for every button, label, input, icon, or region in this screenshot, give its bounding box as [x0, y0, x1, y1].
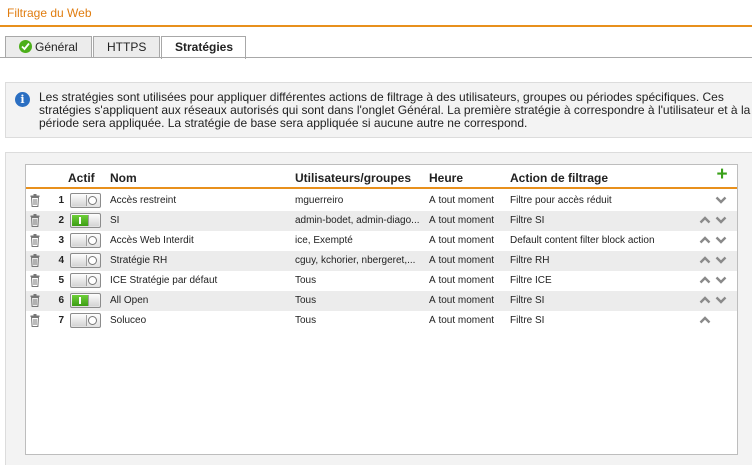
enabled-toggle[interactable]: [70, 273, 101, 288]
table-row[interactable]: [26, 211, 737, 231]
policy-name: Stratégie RH: [110, 255, 168, 266]
policy-users: Tous: [295, 315, 317, 326]
policy-name: SI: [110, 215, 120, 226]
policy-time: À tout moment: [429, 235, 495, 246]
move-up-icon[interactable]: [699, 275, 711, 285]
row-number: 4: [58, 255, 64, 266]
move-down-icon[interactable]: [715, 235, 727, 245]
enabled-toggle[interactable]: [70, 253, 101, 268]
enabled-toggle[interactable]: [70, 313, 101, 328]
tab-strategies-label: Stratégies: [175, 40, 234, 54]
column-header-nom[interactable]: Nom: [110, 171, 137, 185]
policy-time: À tout moment: [429, 195, 495, 206]
policy-time: À tout moment: [429, 275, 495, 286]
move-down-icon[interactable]: [715, 275, 727, 285]
trash-icon[interactable]: [30, 274, 40, 287]
policy-time: À tout moment: [429, 255, 495, 266]
check-circle-icon: [19, 40, 32, 53]
table-row[interactable]: [26, 191, 737, 211]
policy-action: Filtre pour accès réduit: [510, 195, 612, 206]
table-row[interactable]: [26, 231, 737, 251]
trash-icon[interactable]: [30, 194, 40, 207]
policy-name: All Open: [110, 295, 149, 306]
enabled-toggle[interactable]: [70, 213, 101, 228]
info-box: [5, 82, 752, 138]
tabs-divider: [0, 57, 752, 58]
column-header-actif[interactable]: Actif: [68, 171, 95, 185]
page-header: [0, 0, 752, 27]
policy-name: ICE Stratégie par défaut: [110, 275, 218, 286]
policy-name: Soluceo: [110, 315, 147, 326]
trash-icon[interactable]: [30, 214, 40, 227]
policy-name: Accès restreint: [110, 195, 177, 206]
policy-action: Filtre SI: [510, 295, 545, 306]
enabled-toggle[interactable]: [70, 293, 101, 308]
tab-https-label: HTTPS: [107, 40, 147, 54]
info-line: stratégies s'appliquent aux réseaux autorisés qui sont dans l'onglet Général. La première stratégie à correspondre à l'utilisateur et à la: [39, 103, 751, 117]
policy-users: ice, Exempté: [295, 235, 353, 246]
enabled-toggle[interactable]: [70, 233, 101, 248]
page-title: Filtrage du Web: [7, 6, 92, 20]
policy-action: Default content filter block action: [510, 235, 655, 246]
table-row[interactable]: [26, 271, 737, 291]
trash-icon[interactable]: [30, 314, 40, 327]
row-number: 6: [58, 295, 64, 306]
policies-table: [25, 164, 738, 455]
move-down-icon[interactable]: [715, 215, 727, 225]
policy-action: Filtre RH: [510, 255, 550, 266]
policy-users: cguy, kchorier, nbergeret,...: [295, 255, 416, 266]
table-header: [26, 165, 737, 189]
info-icon: i: [15, 92, 30, 107]
table-row[interactable]: [26, 311, 737, 331]
policy-action: Filtre SI: [510, 315, 545, 326]
move-up-icon[interactable]: [699, 255, 711, 265]
tab-general-label: Général: [35, 40, 78, 54]
move-down-icon[interactable]: [715, 295, 727, 305]
column-header-users[interactable]: Utilisateurs/groupes: [295, 171, 412, 185]
tab-https[interactable]: [93, 36, 160, 58]
move-up-icon[interactable]: [699, 315, 711, 325]
policy-action: Filtre SI: [510, 215, 545, 226]
policy-time: À tout moment: [429, 215, 495, 226]
policy-time: À tout moment: [429, 295, 495, 306]
row-number: 7: [58, 315, 64, 326]
policy-users: admin-bodet, admin-diago...: [295, 215, 420, 226]
row-number: 2: [58, 215, 64, 226]
policy-time: À tout moment: [429, 315, 495, 326]
policy-users: Tous: [295, 295, 317, 306]
info-line: période sera appliquée. La stratégie de base sera appliquée si aucune autre ne correspond.: [39, 116, 528, 130]
enabled-toggle[interactable]: [70, 193, 101, 208]
move-down-icon[interactable]: [715, 255, 727, 265]
add-policy-button[interactable]: +: [716, 164, 728, 185]
move-down-icon[interactable]: [715, 195, 727, 205]
policy-name: Accès Web Interdit: [110, 235, 194, 246]
column-header-action[interactable]: Action de filtrage: [510, 171, 609, 185]
row-number: 5: [58, 275, 64, 286]
tab-strategies[interactable]: [161, 36, 246, 59]
trash-icon[interactable]: [30, 234, 40, 247]
policy-users: mguerreiro: [295, 195, 344, 206]
column-header-heure[interactable]: Heure: [429, 171, 464, 185]
info-text: [39, 91, 751, 130]
row-number: 3: [58, 235, 64, 246]
row-number: 1: [58, 195, 64, 206]
policy-users: Tous: [295, 275, 317, 286]
policy-action: Filtre ICE: [510, 275, 552, 286]
table-row[interactable]: [26, 251, 737, 271]
move-up-icon[interactable]: [699, 215, 711, 225]
table-row[interactable]: [26, 291, 737, 311]
move-up-icon[interactable]: [699, 295, 711, 305]
info-line: Les stratégies sont utilisées pour appliquer différentes actions de filtrage à des utilisateurs, groupes ou périodes spécifiques. Ces: [39, 90, 724, 104]
trash-icon[interactable]: [30, 294, 40, 307]
move-up-icon[interactable]: [699, 235, 711, 245]
tab-general[interactable]: [5, 36, 92, 58]
trash-icon[interactable]: [30, 254, 40, 267]
